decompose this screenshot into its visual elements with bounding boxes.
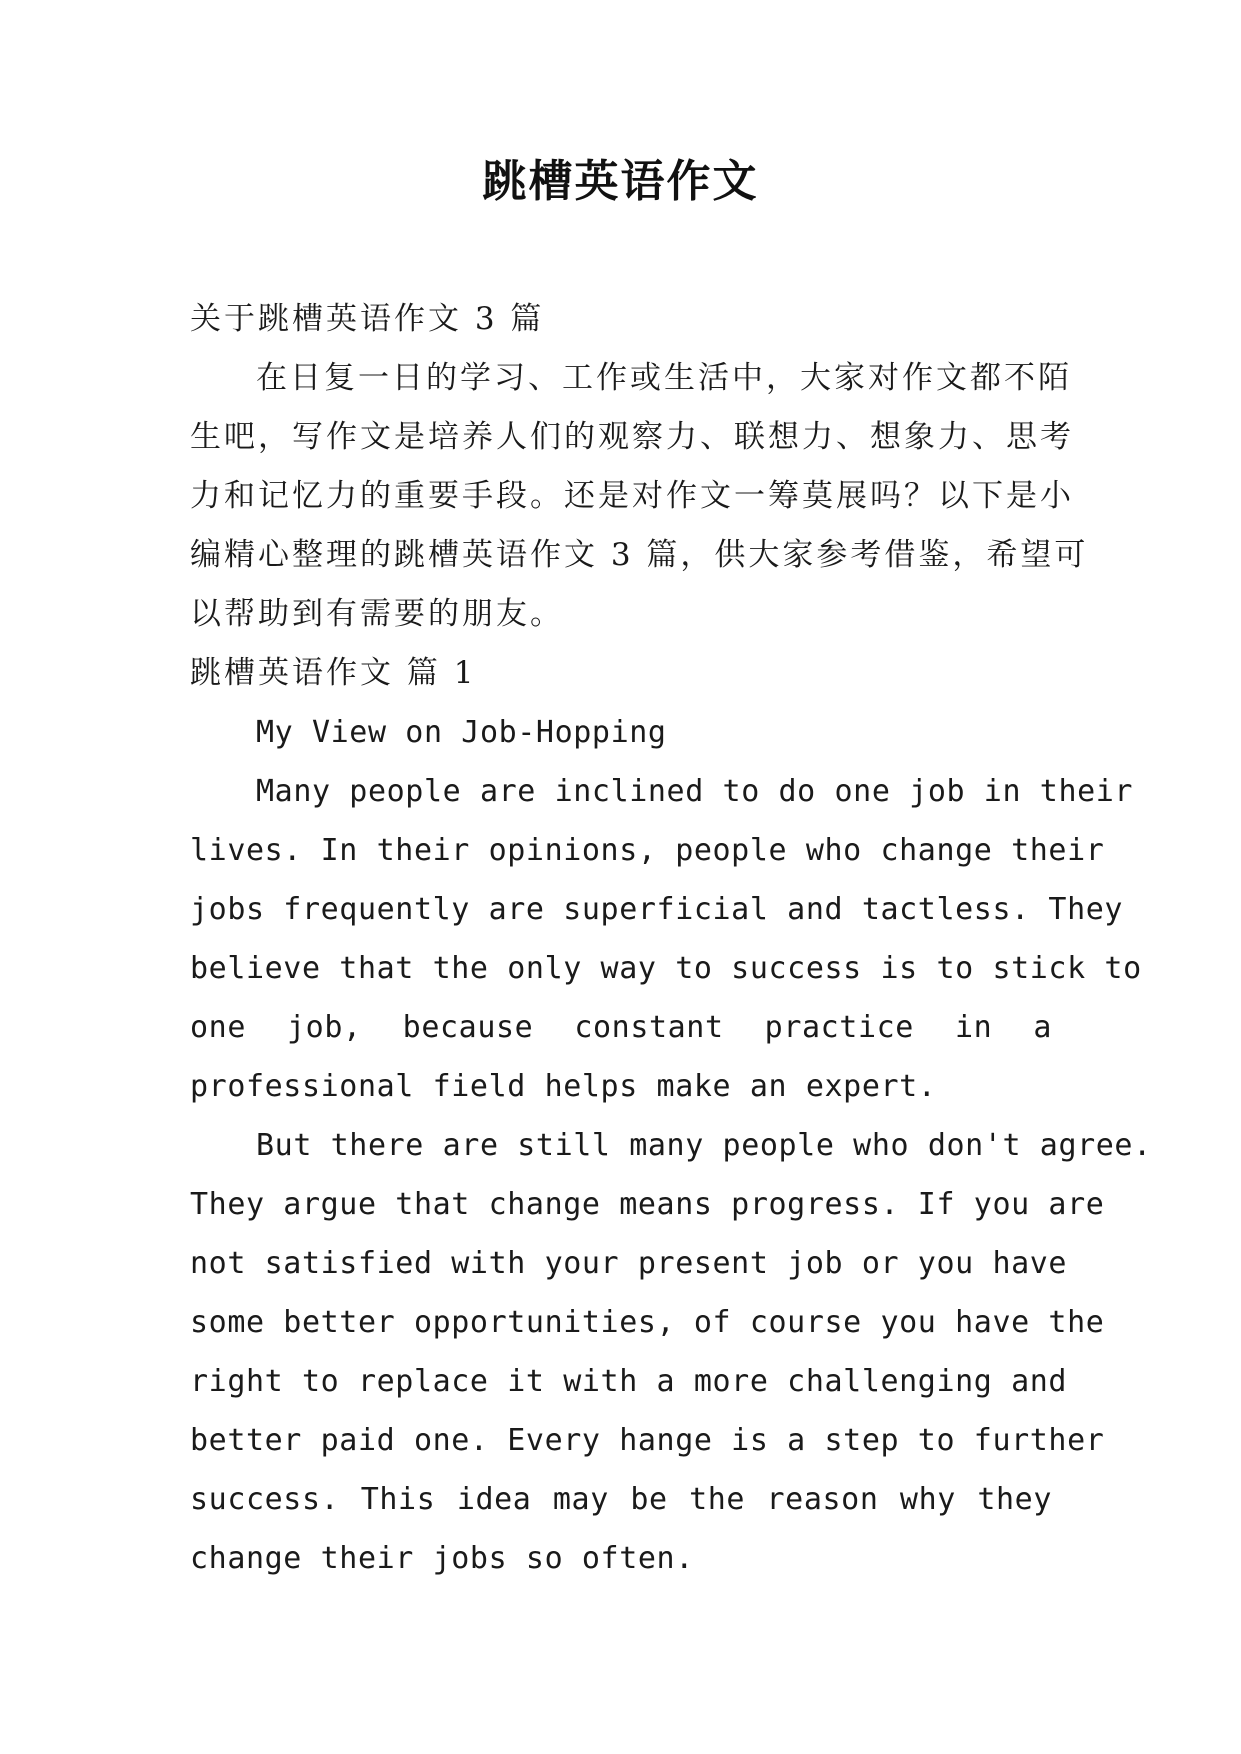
paragraph-line: not satisfied with your present job or you have [190,1246,1068,1281]
paragraph-line: jobs frequently are superficial and tactless. They [190,892,1124,927]
intro-heading: 关于跳槽英语作文 3 篇 [190,301,545,337]
intro-line: 以帮助到有需要的朋友。 [190,596,564,632]
paragraph-line: some better opportunities, of course you have the [190,1305,1105,1340]
paragraph-line: professional field helps make an expert. [190,1069,937,1104]
document-body [190,290,1152,1588]
paragraph-line: right to replace it with a more challenging and [190,1364,1068,1399]
paragraph-line: change their jobs so often. [190,1541,694,1576]
paragraph-line: Many people are inclined to do one job in their [256,774,1134,809]
paragraph-line: success. This idea may be the reason why they [190,1482,1052,1517]
paragraph-line: But there are still many people who don't agree. [256,1128,1152,1163]
essay-title: My View on Job-Hopping [256,715,667,750]
paragraph-line: better paid one. Every hange is a step to further [190,1423,1105,1458]
intro-paragraph [190,349,1089,644]
section-heading: 跳槽英语作文 篇 1 [190,655,477,691]
intro-line: 力和记忆力的重要手段。还是对作文一筹莫展吗？以下是小 [190,478,1074,514]
essay-paragraph-1 [190,762,1142,1116]
paragraph-line: They argue that change means progress. If you are [190,1187,1105,1222]
page-title: 跳槽英语作文 [482,156,759,207]
paragraph-line: believe that the only way to success is to stick to [190,951,1142,986]
intro-line: 编精心整理的跳槽英语作文 3 篇，供大家参考借鉴，希望可 [190,537,1089,573]
intro-line: 在日复一日的学习、工作或生活中，大家对作文都不陌 [256,360,1072,396]
paragraph-line: lives. In their opinions, people who change their [190,833,1105,868]
intro-line: 生吧，写作文是培养人们的观察力、联想力、想象力、思考 [190,419,1074,455]
essay-paragraph-2 [190,1116,1152,1588]
paragraph-line: one job, because constant practice in a [190,1010,1052,1045]
